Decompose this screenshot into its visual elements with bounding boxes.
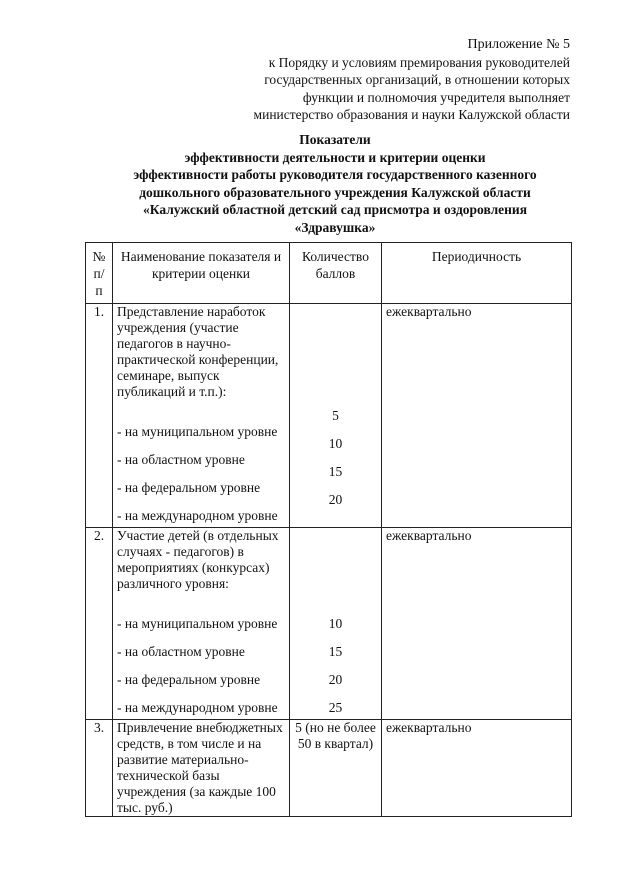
table-row [86,304,572,528]
header-name: Наименование показателя и критерии оценки [113,243,290,304]
criterion-label: - на федеральном уровне [117,480,261,495]
indicator-points [294,528,377,592]
appendix-line: государственных организаций, в отношении которых [264,72,570,87]
table-row [86,528,572,720]
appendix-line: министерство образования и науки Калужской области [253,107,570,122]
criterion-label: - на международном уровне [117,508,278,523]
header-period: Периодичность [382,243,572,304]
indicator-text: Участие детей (в отдельных случаях - педагогов) в мероприятиях (конкурсах) различного уровня: [117,528,279,591]
criterion-label: - на международном уровне [117,700,278,715]
indicator-points: 5 (но не более 50 в квартал) [290,720,382,817]
title-line: эффективности работы руководителя государственного казенного [133,167,537,182]
criterion-points: 20 [328,672,343,687]
criterion-label: - на муниципальном уровне [117,424,278,439]
title-line: «Калужский областной детский сад присмотра и оздоровления [142,202,528,217]
criterion-points: 25 [328,700,343,715]
appendix-line: к Порядку и условиям премирования руководителей [268,54,570,70]
row-period: ежеквартально [382,528,572,720]
header-points: Количество баллов [290,243,382,304]
criterion-label: - на областном уровне [117,452,245,467]
row-num: 1. [86,304,113,528]
row-period: ежеквартально [382,304,572,528]
criterion-points: 10 [328,616,343,631]
header-num: № п/п [86,243,113,304]
criterion-points: 15 [328,464,343,479]
table-row [86,720,572,817]
appendix-reference [150,36,570,124]
appendix-title: Приложение № 5 [467,37,570,52]
criterion-points: 20 [328,492,343,507]
title-line: дошкольного образовательного учреждения Калужской области [139,184,531,200]
row-num: 3. [86,720,113,817]
criterion-label: - на областном уровне [117,644,245,659]
criterion-points: 10 [328,436,343,451]
criterion-label: - на федеральном уровне [117,672,261,687]
row-period: ежеквартально [382,720,572,817]
row-num: 2. [86,528,113,720]
indicator-text: Привлечение внебюджетных средств, в том числе и на развитие материально-технической базы учреждения (за каждые 100 тыс. руб.) [113,720,290,817]
title-line: эффективности деятельности и критерии оценки [184,149,486,165]
title-line: Показатели [299,132,371,147]
table-header-row [86,243,572,304]
title-line: «Здравушка» [294,219,376,235]
criterion-points: 15 [328,644,343,659]
indicator-text: Представление наработок учреждения (участие педагогов в научно-практической конференции, семинаре, выпуск публикаций и т.п.): [117,304,279,399]
document-title [100,131,570,236]
indicator-points [294,304,377,384]
criterion-label: - на муниципальном уровне [117,616,278,631]
indicators-table [85,242,572,817]
appendix-line: функции и полномочия учредителя выполняет [302,89,570,105]
criterion-points: 5 [332,408,339,423]
